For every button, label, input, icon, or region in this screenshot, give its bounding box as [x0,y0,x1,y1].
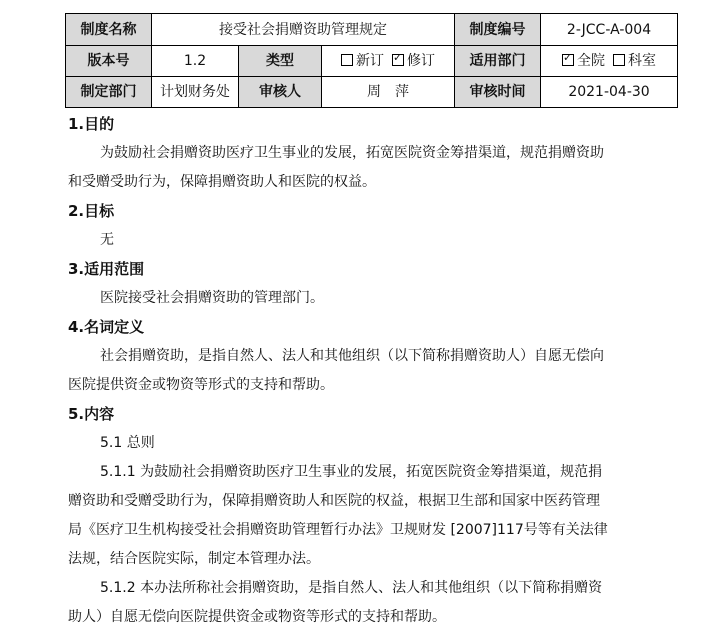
reviewer-value: 周 萍 [322,77,455,108]
scope-option-department-label: 科室 [628,53,657,69]
section-scope-title: 3.适用范围 [68,260,145,278]
type-option-revise[interactable] [392,53,435,69]
section-purpose-title: 1.目的 [68,115,115,133]
clause-511-line: 法规，结合医院实际，制定本管理办法。 [68,551,320,567]
scope-options [541,46,678,77]
document-body [68,110,683,632]
clause-512-line: 助人）自愿无偿向医院提供资金或物资等形式的支持和帮助。 [68,609,446,625]
document-info-table [65,13,678,108]
clause-512-line: 5.1.2 本办法所称社会捐赠资助，是指自然人、法人和其他组织（以下简称捐赠资 [100,580,603,596]
reviewer-label: 审核人 [239,77,322,108]
dept-value: 计划财务处 [152,77,239,108]
scope-label: 适用部门 [455,46,541,77]
section-scope-text: 医院接受社会捐赠资助的管理部门。 [100,290,324,306]
version-label: 版本号 [66,46,152,77]
name-label: 制度名称 [66,14,152,46]
clause-511-line: 局《医疗卫生机构接受社会捐赠资助管理暂行办法》卫规财发 [2007]117号等有关法律 [68,522,608,538]
section-goal-text: 无 [100,232,114,248]
scope-option-department[interactable] [613,53,656,69]
review-time-label: 审核时间 [455,77,541,108]
section-purpose-line: 和受赠受助行为，保障捐赠资助人和医院的权益。 [68,174,376,190]
checkbox-checked-icon [392,54,404,66]
type-label: 类型 [239,46,322,77]
type-option-new-label: 新订 [356,53,384,69]
checkbox-checked-icon [562,54,574,66]
clause-511-line: 5.1.1 为鼓励社会捐赠资助医疗卫生事业的发展，拓宽医院资金筹措渠道，规范捐 [100,464,603,480]
clause-511-line: 赠资助和受赠受助行为，保障捐赠资助人和医院的权益，根据卫生部和国家中医药管理 [68,493,600,509]
section-definition-line: 社会捐赠资助，是指自然人、法人和其他组织（以下简称捐赠资助人）自愿无偿向 [100,348,604,364]
checkbox-unchecked-icon [341,54,353,66]
code-label: 制度编号 [455,14,541,46]
section-definition-title: 4.名词定义 [68,318,145,336]
dept-label: 制定部门 [66,77,152,108]
type-option-new[interactable] [341,53,384,69]
type-options [322,46,455,77]
review-time-value: 2021-04-30 [541,77,678,108]
section-content-title: 5.内容 [68,405,115,423]
subsection-general-title: 5.1 总则 [100,435,155,451]
checkbox-unchecked-icon [613,54,625,66]
section-goal-title: 2.目标 [68,202,115,220]
section-purpose-line: 为鼓励社会捐赠资助医疗卫生事业的发展，拓宽医院资金筹措渠道，规范捐赠资助 [100,145,604,161]
code-value: 2-JCC-A-004 [541,14,678,46]
scope-option-hospital[interactable] [562,53,605,69]
name-value: 接受社会捐赠资助管理规定 [152,14,455,46]
type-option-revise-label: 修订 [407,53,435,69]
section-definition-line: 医院提供资金或物资等形式的支持和帮助。 [68,377,334,393]
scope-option-hospital-label: 全院 [577,53,606,69]
version-value: 1.2 [152,46,239,77]
